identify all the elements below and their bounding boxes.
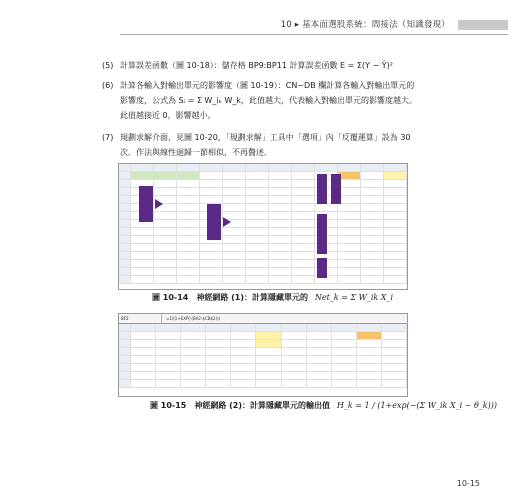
- formula-bar: [119, 314, 407, 324]
- process-box: [317, 258, 327, 278]
- paragraph-step-7: [102, 130, 420, 160]
- process-box: [207, 204, 221, 240]
- caption-formula: H_k = 1 / (1+exp(−(Σ W_ik X_i − θ_k))): [336, 401, 497, 410]
- page-header: [0, 0, 520, 46]
- paragraph-step-5: [102, 58, 420, 73]
- caption-text: 圖 10-15 神經網路 (2)：計算隱藏單元的輸出值: [150, 401, 331, 410]
- header-rule: [120, 34, 508, 35]
- spreadsheet-figure-2: [118, 313, 408, 397]
- step-number: (6): [102, 81, 114, 90]
- formula-input[interactable]: =1/(1+EXP(-(BA2-$CB$2))): [166, 316, 221, 321]
- arrow-icon: [223, 217, 231, 227]
- process-box: [331, 174, 341, 204]
- process-box: [317, 174, 327, 204]
- header-decoration: [458, 20, 508, 30]
- caption-formula: Net_k = Σ W_ik X_i: [314, 293, 394, 302]
- step-text: 計算各輸入對輸出單元的影響度（圖 10-19）：CN~DB 欄計算各輸入對輸出單元的影響度，公式為 Sᵢ = Σ W_iₖ W_k，此值越大，代表輸入對輸出單元的影響度越大。此值越接近 0，影響越小。: [120, 81, 418, 120]
- process-box: [139, 186, 153, 222]
- spreadsheet-figure-1: [118, 163, 408, 290]
- step-text: 計算誤差函數（圖 10-18）：儲存格 BP9:BP11 計算誤差函數 E = Σ(Y − Ŷ)²: [120, 61, 393, 70]
- step-number: (7): [102, 133, 114, 142]
- chapter-title: 10 ▸ 基本面選股系統：間接法（知識發現）: [280, 20, 450, 30]
- step-text: 規劃求解介面，見圖 10-20，「規劃求解」工具中「選項」內「反覆運算」設為 30 次。作法與線性迴歸一節相似，不再贅述。: [120, 133, 411, 157]
- figure-caption-1: [152, 292, 393, 303]
- process-box: [317, 214, 327, 254]
- arrow-icon: [155, 199, 163, 209]
- page-number: 10-15: [456, 479, 480, 488]
- paragraph-step-6: [102, 78, 420, 123]
- caption-text: 圖 10-14 神經網路 (1)：計算隱藏單元的: [152, 293, 309, 302]
- step-number: (5): [102, 61, 114, 70]
- figure-caption-2: [150, 400, 497, 411]
- name-box[interactable]: BF2: [119, 314, 162, 323]
